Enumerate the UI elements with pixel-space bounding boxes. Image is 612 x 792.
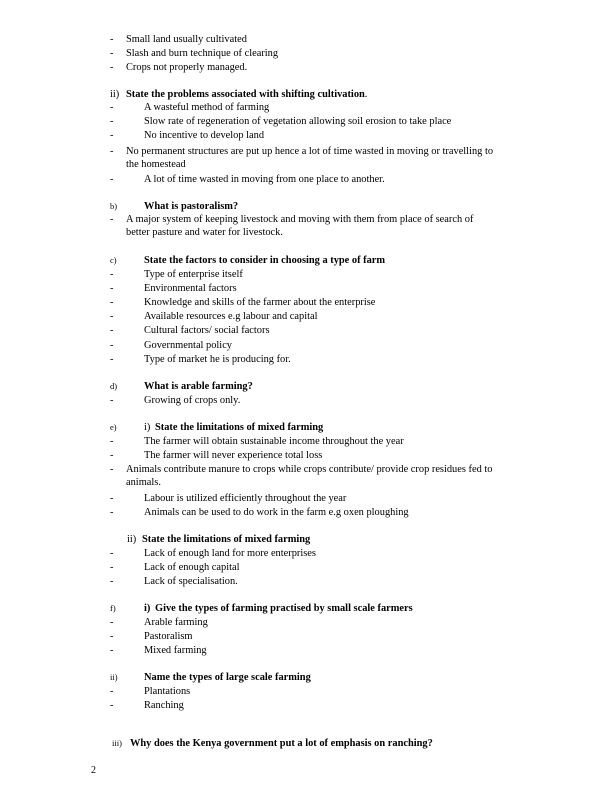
question-text: State the limitations of mixed farming (142, 534, 311, 545)
list-item-cont: animals. (126, 477, 161, 488)
bullet-dash: - (110, 548, 114, 559)
list-item: Animals can be used to do work in the farm e.g oxen ploughing (144, 507, 409, 518)
list-item: Lack of enough capital (144, 562, 240, 573)
list-item: Slash and burn technique of clearing (126, 48, 279, 59)
question-label: iii) (112, 738, 122, 748)
list-item: A wasteful method of farming (144, 102, 270, 113)
bullet-dash: - (110, 464, 114, 475)
question-shifting (126, 88, 367, 101)
list-item: Pastoralism (144, 631, 193, 642)
list-item: Lack of enough land for more enterprises (144, 548, 316, 559)
question-label: e) (110, 422, 117, 432)
question-label: ii) (127, 534, 137, 545)
list-item: A lot of time wasted in moving from one place to another. (144, 174, 385, 185)
bullet-dash: - (110, 436, 114, 447)
bullet-dash: - (110, 62, 114, 73)
bullet-dash: - (110, 325, 114, 336)
list-item: Cultural factors/ social factors (144, 325, 270, 336)
list-item: Knowledge and skills of the farmer about the enterprise (144, 297, 376, 308)
list-item: Available resources e.g labour and capital (144, 311, 318, 322)
bullet-dash: - (110, 645, 114, 656)
list-item: Mixed farming (144, 645, 207, 656)
bullet-dash: - (110, 507, 114, 518)
bullet-dash: - (110, 297, 114, 308)
list-item: Arable farming (144, 617, 208, 628)
list-item-cont: the homestead (126, 159, 186, 170)
question-text: State the problems associated with shifting cultivation (126, 89, 365, 100)
question-label: d) (110, 381, 118, 391)
bullet-dash: - (110, 686, 114, 697)
question-label: ii) (110, 89, 120, 100)
question-text: State the factors to consider in choosing a type of farm (144, 255, 386, 266)
bullet-dash: - (110, 395, 114, 406)
bullet-dash: - (110, 214, 114, 225)
list-item: Governmental policy (144, 340, 233, 351)
question-sublabel: i) (144, 422, 151, 433)
question-label: b) (110, 201, 118, 211)
bullet-dash: - (110, 493, 114, 504)
bullet-dash: - (110, 102, 114, 113)
bullet-dash: - (110, 700, 114, 711)
answer-line: better pasture and water for livestock. (126, 227, 283, 238)
bullet-dash: - (110, 562, 114, 573)
list-item: Crops not properly managed. (126, 62, 248, 73)
question-text: Why does the Kenya government put a lot of emphasis on ranching? (130, 738, 433, 749)
bullet-dash: - (110, 311, 114, 322)
bullet-dash: - (110, 34, 114, 45)
bullet-dash: - (110, 631, 114, 642)
list-item: Growing of crops only. (144, 395, 241, 406)
list-item: The farmer will obtain sustainable income throughout the year (144, 436, 404, 447)
list-item: Animals contribute manure to crops while crops contribute/ provide crop residues fed to (126, 464, 493, 475)
list-item: Slow rate of regeneration of vegetation allowing soil erosion to take place (144, 116, 452, 127)
bullet-dash: - (110, 48, 114, 59)
bullet-dash: - (110, 576, 114, 587)
question-label: f) (110, 603, 116, 613)
list-item: Small land usually cultivated (126, 34, 247, 45)
bullet-dash: - (110, 340, 114, 351)
question-label: ii) (110, 672, 118, 682)
question-text: State the limitations of mixed farming (155, 422, 324, 433)
list-item: No permanent structures are put up hence a lot of time wasted in moving or travelling to (126, 146, 494, 157)
list-item: Plantations (144, 686, 191, 697)
bullet-dash: - (110, 617, 114, 628)
question-sublabel: i) (144, 603, 151, 614)
list-item: The farmer will never experience total loss (144, 450, 323, 461)
bullet-dash: - (110, 116, 114, 127)
question-text: What is arable farming? (144, 381, 253, 392)
list-item: Lack of specialisation. (144, 576, 238, 587)
list-item: No incentive to develop land (144, 130, 265, 141)
bullet-dash: - (110, 354, 114, 365)
question-text: What is pastoralism? (144, 201, 239, 212)
list-item: Ranching (144, 700, 184, 711)
list-item: Labour is utilized efficiently throughout the year (144, 493, 347, 504)
page-number: 2 (91, 765, 96, 776)
bullet-dash: - (110, 269, 114, 280)
question-text: Name the types of large scale farming (144, 672, 311, 683)
question-label: c) (110, 255, 117, 265)
list-item: Environmental factors (144, 283, 237, 294)
bullet-dash: - (110, 450, 114, 461)
answer-line: A major system of keeping livestock and moving with them from place of search of (126, 214, 474, 225)
question-text: Give the types of farming practised by small scale farmers (155, 603, 413, 614)
bullet-dash: - (110, 283, 114, 294)
bullet-dash: - (110, 146, 114, 157)
bullet-dash: - (110, 174, 114, 185)
list-item: Type of enterprise itself (144, 269, 243, 280)
question-trail: . (364, 89, 368, 100)
bullet-dash: - (110, 130, 114, 141)
list-item: Type of market he is producing for. (144, 354, 291, 365)
